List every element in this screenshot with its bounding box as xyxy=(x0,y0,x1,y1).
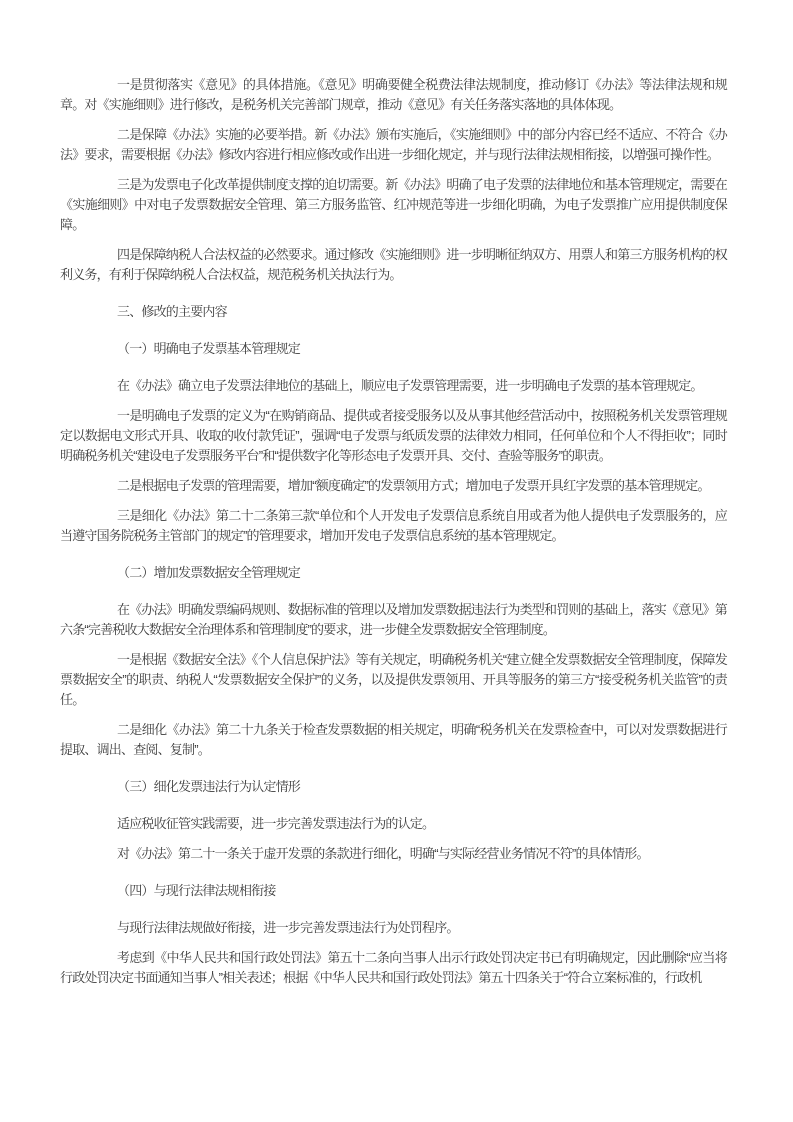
paragraph: 四是保障纳税人合法权益的必然要求。通过修改《实施细则》进一步明晰征纳双方、用票人和第三方服务机构的权利义务，有利于保障纳税人合法权益，规范税务机关执法行为。 xyxy=(60,247,728,282)
paragraph: 二是保障《办法》实施的必要举措。新《办法》颁布实施后，《实施细则》中的部分内容已经不适应、不符合《办法》要求，需要根据《办法》修改内容进行相应修改或作出进一步细化规定，并与现行法律法规相衔接，以增强可操作性。 xyxy=(60,127,727,162)
paragraph: 三是细化《办法》第二十二条第三款“单位和个人开发电子发票信息系统自用或者为他人提供电子发票服务的，应当遵守国务院税务主管部门的规定”的管理要求，增加开发电子发票信息系统的基本管理规定。 xyxy=(60,508,727,543)
section-heading: 三、修改的主要内容 xyxy=(117,304,227,319)
paragraph: 适应税收征管实践需要，进一步完善发票违法行为的认定。 xyxy=(117,816,435,831)
paragraph: 一是根据《数据安全法》《个人信息保护法》等有关规定，明确税务机关“建立健全发票数据安全管理制度，保障发票数据安全”的职责、纳税人“发票数据安全保护”的义务，以及提供发票领用、开具等服务的第三方“接受税务机关监管”的责任。 xyxy=(60,652,727,707)
section-heading: （三）细化发票违法行为认定情形 xyxy=(117,779,301,794)
section-heading: （四）与现行法律法规相衔接 xyxy=(117,883,276,898)
paragraph: 二是细化《办法》第二十九条关于检查发票数据的相关规定，明确“税务机关在发票检查中，可以对发票数据进行提取、调出、查阅、复制”。 xyxy=(60,722,727,757)
paragraph: 对《办法》第二十一条关于虚开发票的条款进行细化，明确“与实际经营业务情况不符”的具体情形。 xyxy=(117,846,649,861)
paragraph: 一是贯彻落实《意见》的具体措施。《意见》明确要健全税费法律法规制度，推动修订《办法》等法律法规和规章。对《实施细则》进行修改，是税务机关完善部门规章，推动《意见》有关任务落实落地的具体体现。 xyxy=(60,77,727,112)
paragraph: 在《办法》明确发票编码规则、数据标准的管理以及增加发票数据违法行为类型和罚则的基础上，落实《意见》第六条“完善税收大数据安全治理体系和管理制度”的要求，进一步健全发票数据安全管理制度。 xyxy=(60,602,728,637)
paragraph: 在《办法》确立电子发票法律地位的基础上，顺应电子发票管理需要，进一步明确电子发票的基本管理规定。 xyxy=(117,378,703,393)
paragraph: 考虑到《中华人民共和国行政处罚法》第五十二条向当事人出示行政处罚决定书已有明确规定，因此删除“应当将行政处罚决定书面通知当事人”相关表述；根据《中华人民共和国行政处罚法》第五十四条关于“符合立案标准的，行政机 xyxy=(60,950,727,985)
paragraph: 与现行法律法规做好衔接，进一步完善发票违法行为处罚程序。 xyxy=(117,920,459,935)
paragraph: 三是为发票电子化改革提供制度支撑的迫切需要。新《办法》明确了电子发票的法律地位和基本管理规定，需要在《实施细则》中对电子发票数据安全管理、第三方服务监管、红冲规范等进一步细化明确，为电子发票推广应用提供制度保障。 xyxy=(60,177,728,232)
paragraph: 一是明确电子发票的定义为“在购销商品、提供或者接受服务以及从事其他经营活动中，按照税务机关发票管理规定以数据电文形式开具、收取的收付款凭证”，强调“电子发票与纸质发票的法律效力相同，任何单位和个人不得拒收”；同时明确税务机关“建设电子发票服务平台”和“提供数字化等形态电子发票开具、交付、查验等服务”的职责。 xyxy=(60,408,727,463)
section-heading: （一）明确电子发票基本管理规定 xyxy=(117,341,301,356)
paragraph: 二是根据电子发票的管理需要，增加“额度确定”的发票领用方式；增加电子发票开具红字发票的基本管理规定。 xyxy=(117,478,710,493)
article-body xyxy=(60,75,727,988)
section-heading: （二）增加发票数据安全管理规定 xyxy=(117,565,301,580)
